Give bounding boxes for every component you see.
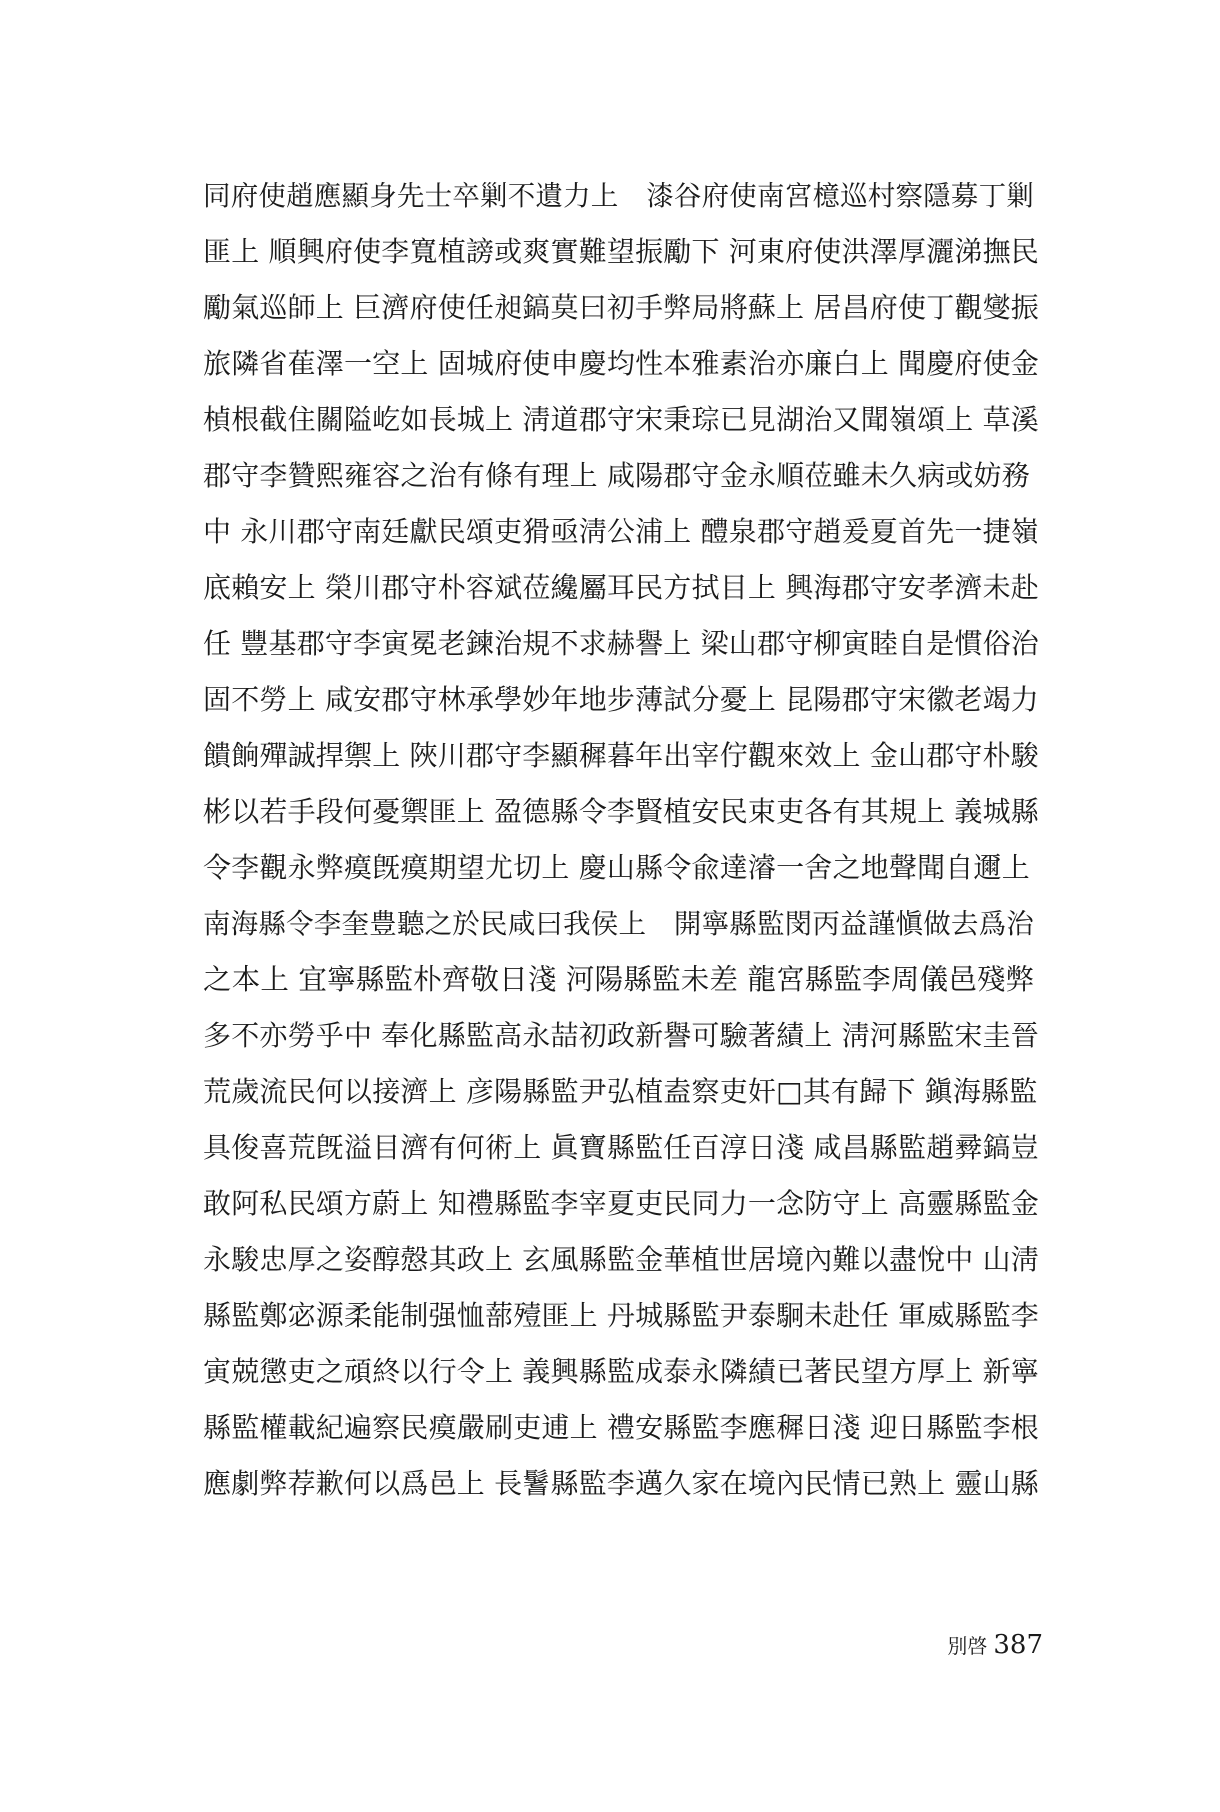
text-line: 勵氣巡師上 巨濟府使任昶鎬莫曰初手弊局將蘇上 居昌府使丁觀燮振: [203, 291, 1040, 324]
body-text: [203, 168, 1043, 1512]
text-line: 縣監鄭宓源柔能制强恤蔀殪匪上 丹城縣監尹泰駉未赴任 軍威縣監李: [203, 1299, 1040, 1332]
text-line: 應劇弊荐歉何以爲邑上 長鬐縣監李邁久家在境內民情已熟上 靈山縣: [203, 1467, 1040, 1500]
text-line: 荒歲流民何以接濟上 彦陽縣監尹弘植盍察吏奸□其有歸下 鎭海縣監: [203, 1075, 1038, 1108]
page-footer: [947, 1630, 1043, 1660]
text-line: 同府使趙應顯身先士卒剿不遺力上 漆谷府使南宮檍巡村察隱募丁剿: [203, 180, 1034, 212]
text-line: 之本上 宜寧縣監朴齊敬日淺 河陽縣監未差 龍宮縣監李周儀邑殘弊: [203, 963, 1035, 996]
text-line: 中 永川郡守南廷獻民頌吏猾亟淸公浦上 醴泉郡守趙爰夏首先一捷嶺: [203, 515, 1040, 548]
text-line: 旅隣省萑澤一空上 固城府使申慶均性本雅素治亦廉白上 聞慶府使金: [203, 347, 1040, 380]
text-line: 郡守李贊熙雍容之治有條有理上 咸陽郡守金永順莅雖未久病或妨務: [203, 459, 1030, 492]
text-line: 匪上 順興府使李寬植謗或爽實難望振勵下 河東府使洪澤厚灑涕撫民: [203, 235, 1040, 268]
text-line: 楨根截住關隘屹如長城上 淸道郡守宋秉琮已見湖治又聞嶺頌上 草溪: [203, 403, 1040, 436]
text-line: 具俊喜荒旣溢目濟有何術上 眞寶縣監任百淳日淺 咸昌縣監趙彛鎬豈: [203, 1131, 1040, 1164]
text-line: 饋餉殫誠捍禦上 陜川郡守李顯穉暮年出宰佇觀來效上 金山郡守朴駿: [203, 739, 1040, 772]
text-line: 南海縣令李奎豊聽之於民咸曰我侯上 開寧縣監閔丙益謹愼做去爲治: [203, 908, 1034, 940]
text-line: 永駿忠厚之姿醇慤其政上 玄風縣監金華植世居境內難以盡悅中 山淸: [203, 1243, 1040, 1276]
page-number: 387: [993, 1630, 1043, 1660]
text-line: 彬以若手段何憂禦匪上 盈德縣令李賢植安民束吏各有其規上 義城縣: [203, 795, 1040, 828]
text-line: 縣監權載紀遍察民瘼嚴刷吏逋上 禮安縣監李應穉日淺 迎日縣監李根: [203, 1411, 1040, 1444]
text-line: 固不勞上 咸安郡守林承學妙年地步薄試分憂上 昆陽郡守宋徽老竭力: [203, 683, 1040, 716]
section-title: 別啓: [947, 1634, 988, 1658]
text-line: 多不亦勞乎中 奉化縣監高永喆初政新譽可驗著績上 淸河縣監宋圭晉: [203, 1019, 1040, 1052]
text-line: 底賴安上 榮川郡守朴容斌莅纔屬耳民方拭目上 興海郡守安孝濟未赴: [203, 571, 1040, 604]
text-line: 任 豐基郡守李寅冕老鍊治規不求赫譽上 梁山郡守柳寅睦自是慣俗治: [203, 627, 1040, 660]
text-line: 敢阿私民頌方蔚上 知禮縣監李宰夏吏民同力一念防守上 高靈縣監金: [203, 1187, 1040, 1220]
text-line: 寅兢懲吏之頑終以行令上 義興縣監成泰永隣績已著民望方厚上 新寧: [203, 1355, 1040, 1388]
text-line: 令李觀永弊瘼旣瘼期望尤切上 慶山縣令兪達濬一舍之地聲聞自邇上: [203, 851, 1030, 884]
